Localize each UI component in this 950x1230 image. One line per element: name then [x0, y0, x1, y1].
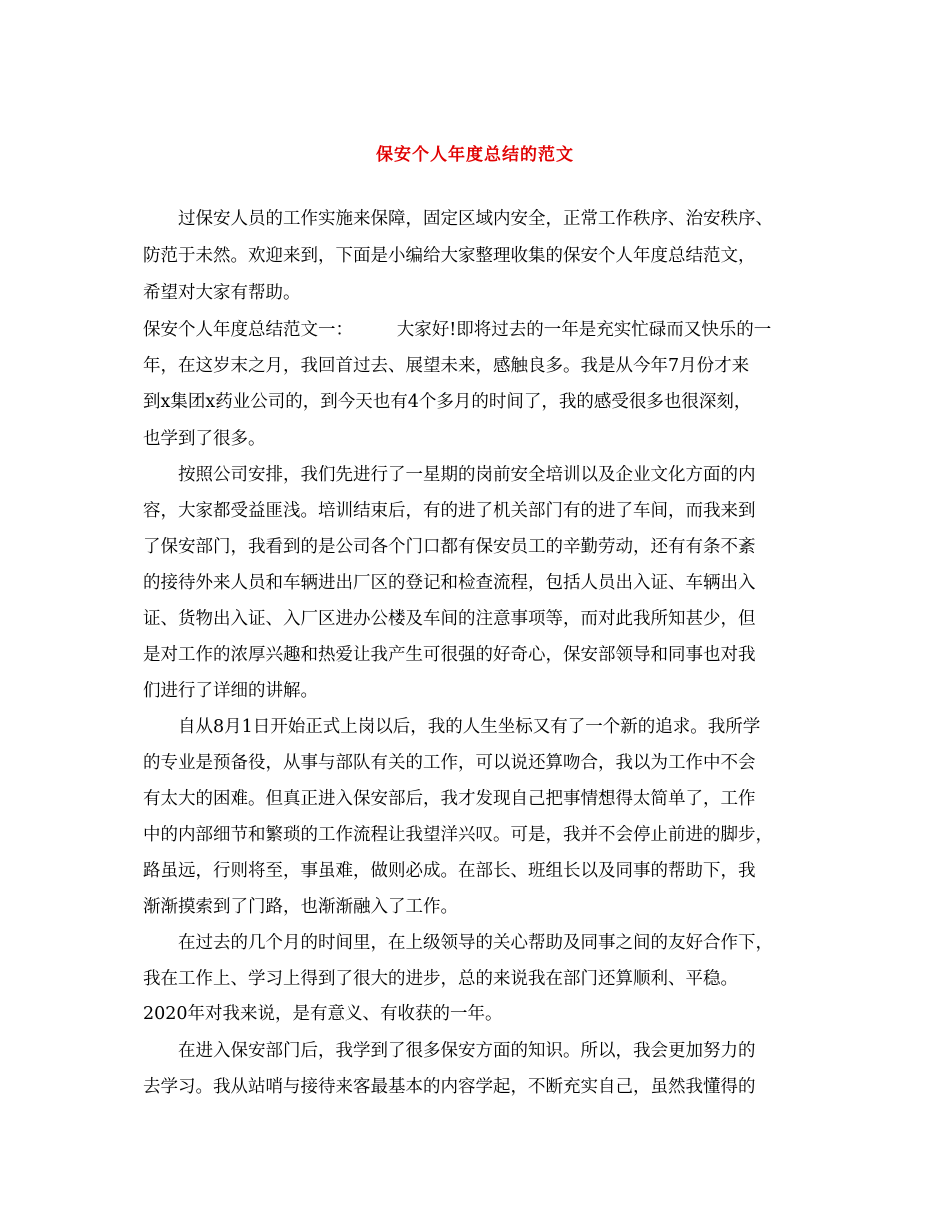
paragraph-line: 容，大家都受益匪浅。培训结束后，有的进了机关部门有的进了车间，而我来到 [143, 501, 756, 521]
paragraph-line: 渐渐摸索到了门路，也渐渐融入了工作。 [143, 897, 458, 917]
paragraph-line: 在进入保安部门后，我学到了很多保安方面的知识。所以，我会更加努力的 [178, 1041, 756, 1061]
paragraph-line: 路虽远，行则将至，事虽难，做则必成。在部长、班组长以及同事的帮助下，我 [143, 861, 756, 881]
paragraph-line: 也学到了很多。 [143, 429, 266, 449]
paragraph-line: 们进行了详细的讲解。 [143, 681, 318, 701]
paragraph-line: 有太大的困难。但真正进入保安部后，我才发现自己把事情想得太简单了，工作 [143, 789, 756, 809]
paragraph-line: 希望对大家有帮助。 [143, 283, 301, 303]
paragraph-line: 去学习。我从站哨与接待来客最基本的内容学起，不断充实自己，虽然我懂得的 [143, 1077, 756, 1097]
document-title: 保安个人年度总结的范文 [376, 145, 574, 165]
paragraph-line: 是对工作的浓厚兴趣和热爱让我产生可很强的好奇心，保安部领导和同事也对我 [143, 645, 756, 665]
paragraph-line: 中的内部细节和繁琐的工作流程让我望洋兴叹。可是，我并不会停止前进的脚步， [143, 825, 773, 845]
paragraph-line: 证、货物出入证、入厂区进办公楼及车间的注意事项等，而对此我所知甚少，但 [143, 609, 756, 629]
paragraph-line: 在过去的几个月的时间里，在上级领导的关心帮助及同事之间的友好合作下， [178, 933, 773, 953]
paragraph-line: 过保安人员的工作实施来保障，固定区域内安全，正常工作秩序、治安秩序、 [178, 209, 773, 229]
paragraph-line: 保安个人年度总结范文一： 大家好!即将过去的一年是充实忙碌而又快乐的一 [143, 320, 772, 340]
paragraph-line: 了保安部门，我看到的是公司各个门口都有保安员工的辛勤劳动，还有有条不紊 [143, 537, 756, 557]
paragraph-line: 我在工作上、学习上得到了很大的进步，总的来说我在部门还算顺利、平稳。 [143, 969, 738, 989]
paragraph-line: 自从8月1日开始正式上岗以后，我的人生坐标又有了一个新的追求。我所学 [178, 717, 761, 737]
paragraph-line: 年，在这岁末之月，我回首过去、展望未来，感触良多。我是从今年7月份才来 [143, 356, 750, 376]
paragraph-line: 的接待外来人员和车辆进出厂区的登记和检查流程，包括人员出入证、车辆出入 [143, 573, 756, 593]
paragraph-line: 按照公司安排，我们先进行了一星期的岗前安全培训以及企业文化方面的内 [178, 465, 756, 485]
paragraph-line: 防范于未然。欢迎来到，下面是小编给大家整理收集的保安个人年度总结范文， [143, 246, 756, 266]
paragraph-line: 到x集团x药业公司的，到今天也有4个多月的时间了，我的感受很多也很深刻， [143, 392, 752, 412]
paragraph-line: 2020年对我来说，是有意义、有收获的一年。 [143, 1004, 503, 1024]
paragraph-line: 的专业是预备役，从事与部队有关的工作，可以说还算吻合，我以为工作中不会 [143, 753, 756, 773]
